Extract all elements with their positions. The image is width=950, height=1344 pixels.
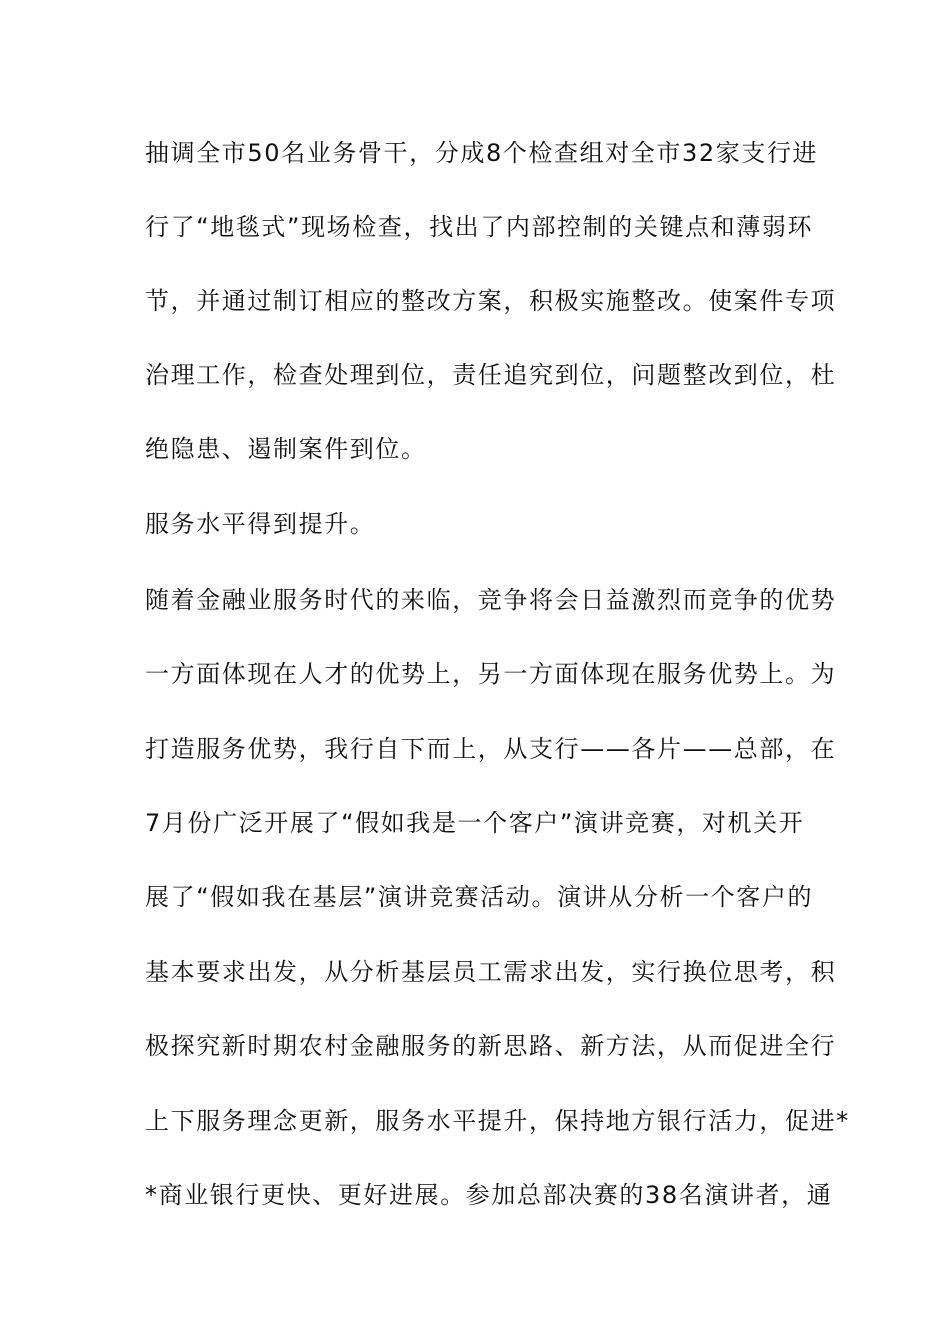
text-line: 基本要求出发，从分析基层员工需求出发，实行换位思考，积 [145, 958, 837, 986]
text-line: 绝隐患、遏制案件到位。 [145, 435, 427, 463]
text-line: 节，并通过制订相应的整改方案，积极实施整改。使案件专项 [145, 287, 837, 315]
text-line: 打造服务优势，我行自下而上，从支行——各片——总部，在 [145, 735, 837, 763]
text-line: 治理工作，检查处理到位，责任追究到位，问题整改到位，杜 [145, 361, 837, 389]
text-line: 7月份广泛开展了“假如我是一个客户”演讲竞赛，对机关开 [145, 809, 805, 837]
section-heading: 服务水平得到提升。 [145, 510, 376, 538]
text-line: *商业银行更快、更好进展。参加总部决赛的38名演讲者，通 [145, 1181, 833, 1209]
text-line: 行了“地毯式”现场检查，找出了内部控制的关键点和薄弱环 [145, 213, 814, 241]
text-line: 上下服务理念更新，服务水平提升，保持地方银行活力，促进* [145, 1107, 850, 1135]
text-line: 展了“假如我在基层”演讲竞赛活动。演讲从分析一个客户的 [145, 883, 814, 911]
text-line: 随着金融业服务时代的来临，竞争将会日益激烈而竞争的优势 [145, 586, 837, 614]
text-line: 一方面体现在人才的优势上，另一方面体现在服务优势上。为 [145, 660, 837, 688]
text-line: 抽调全市50名业务骨干，分成8个检查组对全市32家支行进 [145, 139, 819, 167]
text-line: 极探究新时期农村金融服务的新思路、新方法，从而促进全行 [145, 1032, 837, 1060]
